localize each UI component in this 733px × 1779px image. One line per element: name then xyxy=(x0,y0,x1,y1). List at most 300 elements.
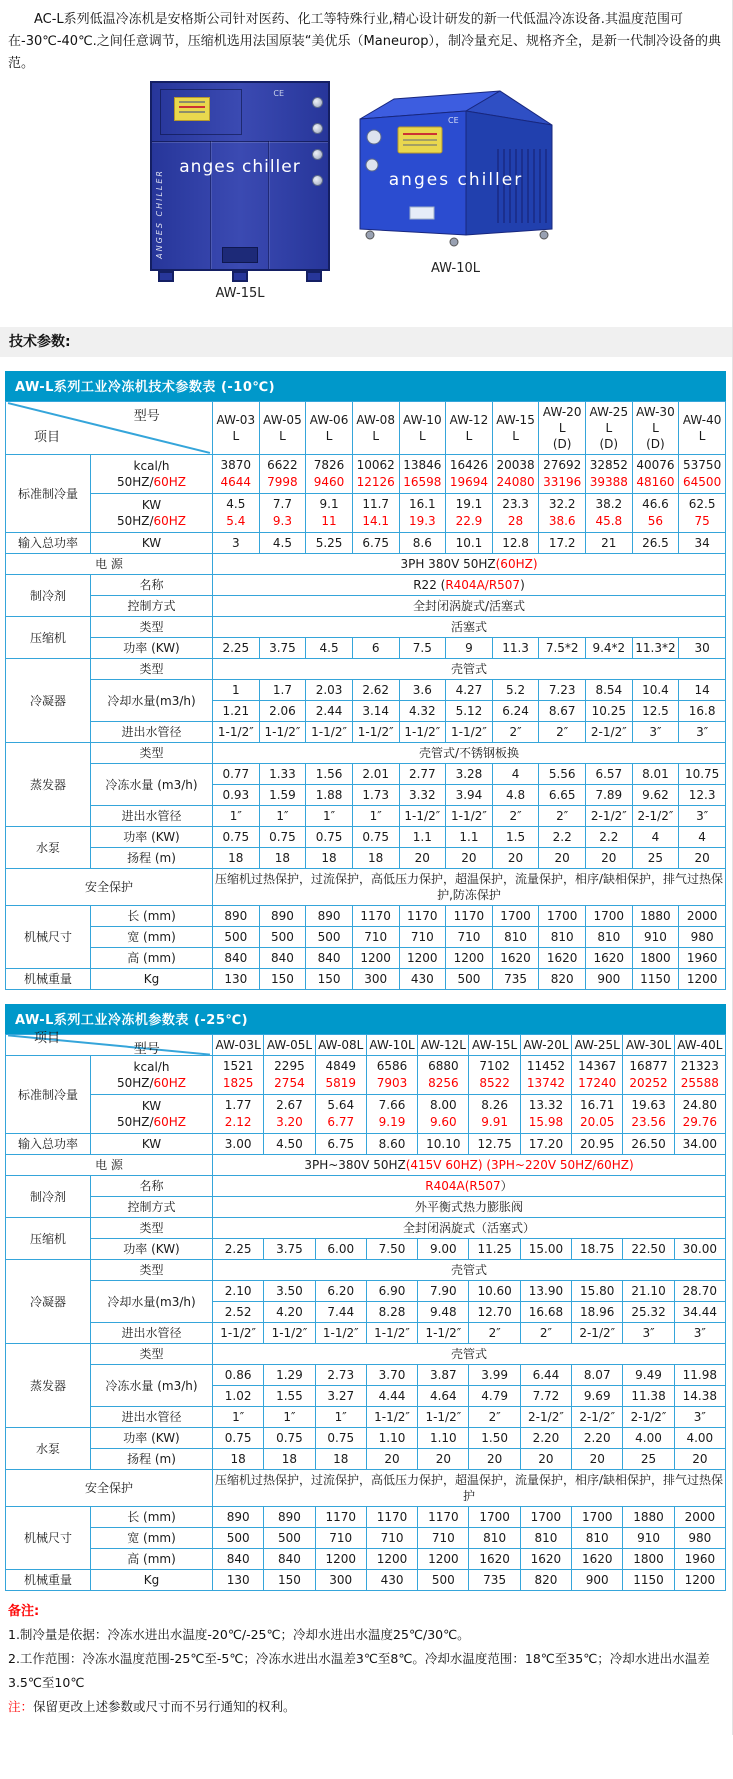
spec-value: 840 xyxy=(259,948,306,969)
spec-value: 1200 xyxy=(399,948,446,969)
row-label: KW 50HZ/60HZ xyxy=(91,494,213,533)
spec-value: 1.7 xyxy=(259,680,306,701)
spec-value: 840 xyxy=(213,1549,264,1570)
row-group-label: 蒸发器 xyxy=(6,1344,91,1428)
product-caption: AW-15L xyxy=(215,286,265,301)
row-group-label: 压缩机 xyxy=(6,1218,91,1260)
spec-value: 1150 xyxy=(623,1570,674,1591)
product-caption: AW-10L xyxy=(431,261,480,276)
row-group-label: 水泵 xyxy=(6,1428,91,1470)
spec-value: 20 xyxy=(418,1449,469,1470)
spec-value: 710 xyxy=(399,927,446,948)
spec-value: 2.20 xyxy=(520,1428,571,1449)
spec-value: 2-1/2″ xyxy=(520,1407,571,1428)
model-header: AW-40L xyxy=(674,1035,725,1056)
spec-value: 1620 xyxy=(586,948,633,969)
spec-value: 25.32 xyxy=(623,1302,674,1323)
spec-value: 18 xyxy=(213,848,260,869)
spec-value: 10.25 xyxy=(586,701,633,722)
spec-value: 9.4*2 xyxy=(586,638,633,659)
spec-value-dual: 46.6 56 xyxy=(632,494,679,533)
spec-value-dual: 19.1 22.9 xyxy=(446,494,493,533)
model-header: AW-25L xyxy=(572,1035,623,1056)
tech-params-heading: 技术参数: xyxy=(0,327,732,357)
spec-value: 1-1/2″ xyxy=(315,1323,366,1344)
spec-value: 18 xyxy=(213,1449,264,1470)
row-group-label: 冷凝器 xyxy=(6,1260,91,1344)
spec-value: 18 xyxy=(315,1449,366,1470)
vent-grille xyxy=(222,247,258,263)
row-label: KW 50HZ/60HZ xyxy=(91,1095,213,1134)
spec-value: 0.75 xyxy=(352,827,399,848)
spec-value: 1170 xyxy=(418,1507,469,1528)
spec-value-span: 外平衡式热力膨胀阀 xyxy=(213,1197,726,1218)
spec-value: 18 xyxy=(264,1449,315,1470)
note-item-3 xyxy=(8,1695,724,1719)
spec-value: 4 xyxy=(492,764,539,785)
row-label: 扬程 (m) xyxy=(91,848,213,869)
spec-value-dual: 5.64 6.77 xyxy=(315,1095,366,1134)
note-item-1: 1.制冷量是依据：冷冻水进出水温度-20℃/-25℃；冷却水进出水温度25℃/30℃。 xyxy=(8,1627,470,1642)
spec-value: 6.44 xyxy=(520,1365,571,1386)
spec-grid xyxy=(5,1031,726,1591)
spec-value: 3.32 xyxy=(399,785,446,806)
row-label: 类型 xyxy=(91,1218,213,1239)
spec-value: 20.95 xyxy=(572,1134,623,1155)
spec-value: 2-1/2″ xyxy=(586,722,633,743)
row-group-label: 标准制冷量 xyxy=(6,1056,91,1134)
spec-value: 10.4 xyxy=(632,680,679,701)
row-label: KW xyxy=(91,1134,213,1155)
model-header: AW-12L xyxy=(418,1035,469,1056)
spec-value: 26.50 xyxy=(623,1134,674,1155)
spec-value: 1800 xyxy=(632,948,679,969)
row-group-label: 机械尺寸 xyxy=(6,906,91,969)
spec-value: 2000 xyxy=(674,1507,725,1528)
spec-value: 25 xyxy=(632,848,679,869)
spec-value-dual: 24.80 29.76 xyxy=(674,1095,725,1134)
spec-value: 710 xyxy=(446,927,493,948)
gauge-icon xyxy=(366,159,378,171)
spec-value: 0.75 xyxy=(264,1428,315,1449)
spec-value: 1.29 xyxy=(264,1365,315,1386)
spec-value: 1-1/2″ xyxy=(352,722,399,743)
spec-value: 500 xyxy=(259,927,306,948)
row-label: 类型 xyxy=(91,1260,213,1281)
spec-value-span: 全封闭涡旋式/活塞式 xyxy=(213,596,726,617)
note-prefix: 注： xyxy=(8,1699,34,1714)
spec-value: 1″ xyxy=(306,806,353,827)
spec-value-dual: 2.67 3.20 xyxy=(264,1095,315,1134)
spec-value: 6.75 xyxy=(352,533,399,554)
row-label: KW xyxy=(91,533,213,554)
spec-value: 1.56 xyxy=(306,764,353,785)
spec-value: 13.90 xyxy=(520,1281,571,1302)
model-header: AW-30L xyxy=(623,1035,674,1056)
spec-value: 5.56 xyxy=(539,764,586,785)
spec-value: 15.00 xyxy=(520,1239,571,1260)
spec-value: 20 xyxy=(674,1449,725,1470)
spec-value: 8.6 xyxy=(399,533,446,554)
spec-value: 500 xyxy=(446,969,493,990)
spec-value: 1200 xyxy=(674,1570,725,1591)
model-header: AW-40L xyxy=(679,402,726,455)
model-header: AW-15L xyxy=(469,1035,520,1056)
spec-value: 2-1/2″ xyxy=(632,806,679,827)
spec-value: 2-1/2″ xyxy=(572,1323,623,1344)
spec-value: 810 xyxy=(539,927,586,948)
spec-value-dual: 14367 17240 xyxy=(572,1056,623,1095)
spec-value: 6.75 xyxy=(315,1134,366,1155)
spec-value: 17.2 xyxy=(539,533,586,554)
corner-label-item: 项目 xyxy=(34,1031,61,1046)
spec-value: 12.70 xyxy=(469,1302,520,1323)
spec-value: 980 xyxy=(674,1528,725,1549)
spec-value: 30.00 xyxy=(674,1239,725,1260)
spec-value-span: 壳管式 xyxy=(213,1344,726,1365)
corner-label-item: 项目 xyxy=(34,430,61,445)
model-header: AW-08L xyxy=(352,402,399,455)
spec-value: 3.87 xyxy=(418,1365,469,1386)
spec-value: 1200 xyxy=(418,1549,469,1570)
row-label: 功率 (KW) xyxy=(91,638,213,659)
spec-value: 5.25 xyxy=(306,533,353,554)
corner-label-model: 型号 xyxy=(133,409,160,424)
row-label: 冷冻水量 (m3/h) xyxy=(91,1365,213,1407)
row-group-label: 机械尺寸 xyxy=(6,1507,91,1570)
spec-value: 2.62 xyxy=(352,680,399,701)
row-label: 名称 xyxy=(91,1176,213,1197)
knob-icon xyxy=(312,97,323,108)
row-label: 类型 xyxy=(91,659,213,680)
row-group-label: 输入总功率 xyxy=(6,533,91,554)
spec-value: 1-1/2″ xyxy=(366,1407,417,1428)
row-label: 功率 (KW) xyxy=(91,1239,213,1260)
spec-value: 3″ xyxy=(632,722,679,743)
notes-title: 备注: xyxy=(8,1604,40,1619)
spec-value: 21.10 xyxy=(623,1281,674,1302)
spec-value: 2″ xyxy=(539,722,586,743)
spec-value: 12.75 xyxy=(469,1134,520,1155)
spec-value: 2-1/2″ xyxy=(623,1407,674,1428)
spec-value: 2″ xyxy=(469,1407,520,1428)
spec-value: 4.64 xyxy=(418,1386,469,1407)
spec-value: 2.06 xyxy=(259,701,306,722)
spec-value: 11.38 xyxy=(623,1386,674,1407)
spec-value-dual: 7.7 9.3 xyxy=(259,494,306,533)
spec-value-dual: 16.71 20.05 xyxy=(572,1095,623,1134)
spec-value: 7.5*2 xyxy=(539,638,586,659)
spec-value: 1.88 xyxy=(306,785,353,806)
spec-value: 3.50 xyxy=(264,1281,315,1302)
spec-value: 1170 xyxy=(366,1507,417,1528)
row-label: 进出水管径 xyxy=(91,722,213,743)
row-label: kcal/h 50HZ/60HZ xyxy=(91,455,213,494)
spec-value: 150 xyxy=(264,1570,315,1591)
spec-value: 2.2 xyxy=(586,827,633,848)
spec-value: 8.01 xyxy=(632,764,679,785)
spec-value: 0.77 xyxy=(213,764,260,785)
machine-feet xyxy=(150,271,330,282)
spec-value: 1880 xyxy=(632,906,679,927)
panel-seam xyxy=(152,141,328,142)
spec-value: 1620 xyxy=(520,1549,571,1570)
spec-value: 11.98 xyxy=(674,1365,725,1386)
brand-text: anges chiller xyxy=(179,157,301,177)
spec-value: 20 xyxy=(586,848,633,869)
spec-value-dual: 6586 7903 xyxy=(366,1056,417,1095)
spec-value: 10.10 xyxy=(418,1134,469,1155)
spec-value: 18.96 xyxy=(572,1302,623,1323)
spec-value: 8.60 xyxy=(366,1134,417,1155)
spec-value-span: 压缩机过热保护，过流保护，高低压力保护，超温保护，流量保护，相序/缺相保护，排气过热保护,防冻保护 xyxy=(213,869,726,906)
spec-value: 1-1/2″ xyxy=(213,722,260,743)
ce-mark: CE xyxy=(448,116,459,125)
spec-value: 2000 xyxy=(679,906,726,927)
spec-value: 2.03 xyxy=(306,680,353,701)
row-group-label: 制冷剂 xyxy=(6,1176,91,1218)
spec-value: 6.24 xyxy=(492,701,539,722)
spec-value: 0.86 xyxy=(213,1365,264,1386)
row-label: 高 (mm) xyxy=(91,948,213,969)
corner-cell xyxy=(6,402,213,455)
spec-value: 1-1/2″ xyxy=(418,1407,469,1428)
spec-value: 1700 xyxy=(520,1507,571,1528)
spec-value: 20 xyxy=(399,848,446,869)
spec-value: 7.50 xyxy=(366,1239,417,1260)
chiller-3d-drawing xyxy=(348,83,563,253)
spec-value: 890 xyxy=(213,1507,264,1528)
spec-value: 9.69 xyxy=(572,1386,623,1407)
spec-value: 7.5 xyxy=(399,638,446,659)
spec-value: 130 xyxy=(213,969,260,990)
spec-value: 4.8 xyxy=(492,785,539,806)
spec-value-dual: 7826 9460 xyxy=(306,455,353,494)
spec-value: 710 xyxy=(315,1528,366,1549)
spec-value: 1620 xyxy=(572,1549,623,1570)
spec-value: 1620 xyxy=(469,1549,520,1570)
row-group-label: 机械重量 xyxy=(6,1570,91,1591)
spec-value: 1.10 xyxy=(418,1428,469,1449)
row-label: 长 (mm) xyxy=(91,1507,213,1528)
products-section xyxy=(0,81,732,313)
spec-value: 26.5 xyxy=(632,533,679,554)
spec-value: 500 xyxy=(213,927,260,948)
spec-value: 18 xyxy=(259,848,306,869)
spec-value: 7.44 xyxy=(315,1302,366,1323)
spec-value-dual: 2295 2754 xyxy=(264,1056,315,1095)
row-label: 进出水管径 xyxy=(91,1407,213,1428)
spec-table xyxy=(5,371,726,990)
row-label: 长 (mm) xyxy=(91,906,213,927)
spec-value: 3.27 xyxy=(315,1386,366,1407)
spec-value: 3″ xyxy=(679,722,726,743)
spec-value-span: 3PH 380V 50HZ(60HZ) xyxy=(213,554,726,575)
spec-value: 1200 xyxy=(315,1549,366,1570)
spec-value: 820 xyxy=(539,969,586,990)
table-title: AW-L系列工业冷冻机参数表 (-25℃) xyxy=(5,1004,726,1034)
spec-value: 890 xyxy=(213,906,260,927)
spec-value: 2.2 xyxy=(539,827,586,848)
model-header: AW-10L xyxy=(399,402,446,455)
spec-value-dual: 16426 19694 xyxy=(446,455,493,494)
spec-value: 6.57 xyxy=(586,764,633,785)
spec-value-dual: 27692 33196 xyxy=(539,455,586,494)
spec-value-dual: 11452 13742 xyxy=(520,1056,571,1095)
spec-value: 2.10 xyxy=(213,1281,264,1302)
spec-value: 130 xyxy=(213,1570,264,1591)
spec-value: 20 xyxy=(366,1449,417,1470)
spec-value: 300 xyxy=(315,1570,366,1591)
spec-value: 1″ xyxy=(213,1407,264,1428)
spec-value: 2″ xyxy=(492,722,539,743)
row-label: 类型 xyxy=(91,1344,213,1365)
spec-value: 1200 xyxy=(679,969,726,990)
spec-value: 3.14 xyxy=(352,701,399,722)
spec-value: 22.50 xyxy=(623,1239,674,1260)
intro-paragraph: AC-L系列低温冷冻机是安格斯公司针对医药、化工等特殊行业,精心设计研发的新一代低温冷冻设备.其温度范围可在-30℃-40℃.之间任意调节，压缩机选用法国原装“美优乐（Maneurop），制冷量充足、规格齐全，是新一代制冷设备的典范。 xyxy=(8,12,721,71)
model-header: AW-15L xyxy=(492,402,539,455)
spec-value: 6.65 xyxy=(539,785,586,806)
model-header: AW-03L xyxy=(213,1035,264,1056)
spec-value: 9.49 xyxy=(623,1365,674,1386)
spec-value: 16.68 xyxy=(520,1302,571,1323)
spec-value: 1″ xyxy=(315,1407,366,1428)
spec-value: 9.62 xyxy=(632,785,679,806)
corner-label-model: 型号 xyxy=(133,1042,160,1057)
spec-value: 3.70 xyxy=(366,1365,417,1386)
spec-value: 810 xyxy=(586,927,633,948)
model-header: AW-06L xyxy=(306,402,353,455)
spec-value: 2-1/2″ xyxy=(586,806,633,827)
spec-value-span: 活塞式 xyxy=(213,617,726,638)
row-group-label: 水泵 xyxy=(6,827,91,869)
row-group-label: 制冷剂 xyxy=(6,575,91,617)
spec-sticker xyxy=(174,97,210,121)
spec-value: 1700 xyxy=(572,1507,623,1528)
spec-value: 34.00 xyxy=(674,1134,725,1155)
spec-value: 30 xyxy=(679,638,726,659)
spec-value: 5.2 xyxy=(492,680,539,701)
spec-value: 1.50 xyxy=(469,1428,520,1449)
spec-value: 20 xyxy=(679,848,726,869)
row-label: Kg xyxy=(91,969,213,990)
row-group-label: 安全保护 xyxy=(6,869,213,906)
notes-section xyxy=(8,1601,724,1719)
spec-value: 11.3 xyxy=(492,638,539,659)
gauge-icon xyxy=(367,130,381,144)
row-label: 功率 (KW) xyxy=(91,1428,213,1449)
spec-value: 20 xyxy=(469,1449,520,1470)
spec-value: 890 xyxy=(259,906,306,927)
spec-value: 16.8 xyxy=(679,701,726,722)
row-label: 高 (mm) xyxy=(91,1549,213,1570)
row-label: 冷却水量(m3/h) xyxy=(91,1281,213,1323)
spec-value: 6.90 xyxy=(366,1281,417,1302)
spec-value: 10.75 xyxy=(679,764,726,785)
spec-value: 0.75 xyxy=(259,827,306,848)
spec-value-dual: 19.63 23.56 xyxy=(623,1095,674,1134)
spec-value: 20 xyxy=(492,848,539,869)
model-header: AW-20L xyxy=(520,1035,571,1056)
row-label: 进出水管径 xyxy=(91,1323,213,1344)
spec-value: 9.00 xyxy=(418,1239,469,1260)
spec-value-dual: 32852 39388 xyxy=(586,455,633,494)
spec-value: 3.00 xyxy=(213,1134,264,1155)
spec-value-dual: 8.00 9.60 xyxy=(418,1095,469,1134)
spec-value: 1700 xyxy=(469,1507,520,1528)
spec-value: 1170 xyxy=(399,906,446,927)
spec-value: 500 xyxy=(264,1528,315,1549)
note-text: 保留更改上述参数或尺寸而不另行通知的权利。 xyxy=(33,1699,296,1714)
row-label: 冷却水量(m3/h) xyxy=(91,680,213,722)
caster-wheel xyxy=(540,231,548,239)
spec-value: 9 xyxy=(446,638,493,659)
row-label: 功率 (KW) xyxy=(91,827,213,848)
spec-value: 3.75 xyxy=(264,1239,315,1260)
row-group-label: 输入总功率 xyxy=(6,1134,91,1155)
spec-value: 34.44 xyxy=(674,1302,725,1323)
spec-value: 18 xyxy=(352,848,399,869)
spec-value: 430 xyxy=(399,969,446,990)
spec-value: 4.5 xyxy=(259,533,306,554)
spec-value: 1880 xyxy=(623,1507,674,1528)
spec-value: 7.90 xyxy=(418,1281,469,1302)
spec-value: 2.25 xyxy=(213,1239,264,1260)
spec-value: 8.07 xyxy=(572,1365,623,1386)
spec-value: 12.5 xyxy=(632,701,679,722)
spec-value: 1.10 xyxy=(366,1428,417,1449)
spec-value: 980 xyxy=(679,927,726,948)
spec-value-dual: 1521 1825 xyxy=(213,1056,264,1095)
spec-value-dual: 9.1 11 xyxy=(306,494,353,533)
spec-value: 1200 xyxy=(352,948,399,969)
spec-value-span: R404A(R507） xyxy=(213,1176,726,1197)
spec-value: 6.00 xyxy=(315,1239,366,1260)
spec-value: 0.75 xyxy=(306,827,353,848)
spec-value: 1.59 xyxy=(259,785,306,806)
spec-value-dual: 32.2 38.6 xyxy=(539,494,586,533)
spec-value: 1170 xyxy=(315,1507,366,1528)
spec-value-span: 3PH~380V 50HZ(415V 60HZ) (3PH~220V 50HZ/60HZ) xyxy=(213,1155,726,1176)
brand-text: anges chiller xyxy=(388,170,524,190)
spec-value: 810 xyxy=(469,1528,520,1549)
spec-value: 4.27 xyxy=(446,680,493,701)
spec-value: 1.21 xyxy=(213,701,260,722)
row-group-label: 标准制冷量 xyxy=(6,455,91,533)
chiller-front-face xyxy=(150,81,330,271)
caster-wheel xyxy=(366,231,374,239)
tables-area xyxy=(0,371,732,1591)
spec-value: 735 xyxy=(469,1570,520,1591)
spec-value: 2″ xyxy=(539,806,586,827)
spec-value: 1800 xyxy=(623,1549,674,1570)
row-group-label: 电 源 xyxy=(6,554,213,575)
spec-value: 710 xyxy=(366,1528,417,1549)
spec-value: 3″ xyxy=(623,1323,674,1344)
spec-value: 1.02 xyxy=(213,1386,264,1407)
spec-value: 1-1/2″ xyxy=(259,722,306,743)
spec-value: 1-1/2″ xyxy=(418,1323,469,1344)
spec-value: 28.70 xyxy=(674,1281,725,1302)
spec-value: 2″ xyxy=(520,1323,571,1344)
spec-value: 2.20 xyxy=(572,1428,623,1449)
model-header: AW-08L xyxy=(315,1035,366,1056)
spec-value-dual: 13.32 15.98 xyxy=(520,1095,571,1134)
spec-table xyxy=(5,1004,726,1591)
row-group-label: 压缩机 xyxy=(6,617,91,659)
spec-value: 900 xyxy=(572,1570,623,1591)
